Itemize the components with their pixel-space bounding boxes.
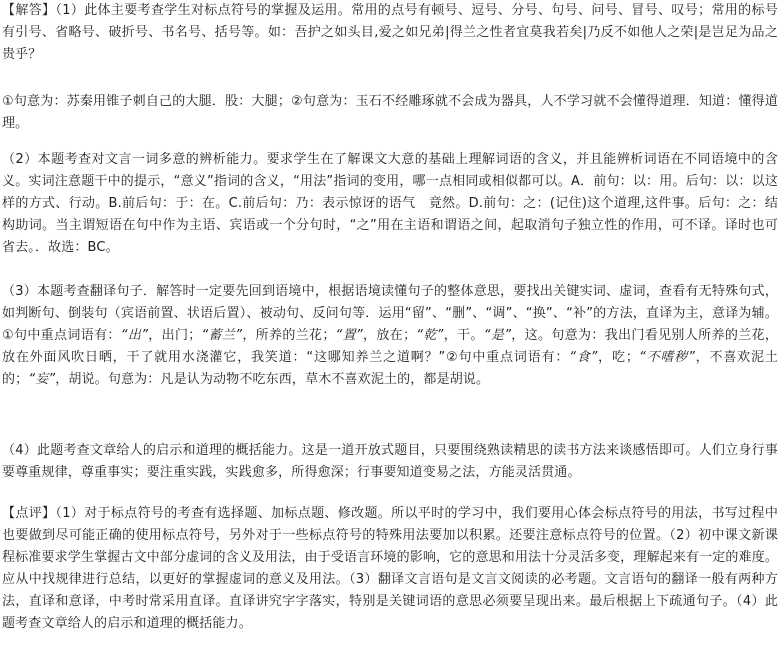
answer-part-1-text: （1）此体主要考查学生对标点符号的掌握及运用。常用的点号有顿号、逗号、分号、句号、问号、冒号、叹号；常用的标号有引号、省略号、破折号、书名号、括号等。如：吾护之如头目,爱之如兄弟|得兰之性者宜莫我若矣|乃反不如他人之荣|是岂足为品之贵乎？ xyxy=(2,3,778,62)
answer-paragraph-4 xyxy=(2,281,778,391)
answer-paragraph-2 xyxy=(2,91,778,135)
keyword-chu: “出” xyxy=(120,328,149,343)
answer-part-2-text: （2）本题考查对文言一词多意的辨析能力。要求学生在了解课文大意的基础上理解词语的含义，并且能辨析词语在不同语境中的含义。实词注意题干中的提示，“意义”指词的含义，“用法”指词的变用，哪一点相同或相似都可以。A．前句：以：用。后句：以：以这样的方式、行动。B.前后句：于：在。C.前后句：乃：表示惊讶的语气 竟然。D.前句：之：(记住)这个道理,这件事。后句：之：结构助词。当主谓短语在句中作为主语、宾语或一个分句时，“之”用在主语和谓语之间，起取消句子独立性的作用，可不译。译时也可省去。．故选：BC。 xyxy=(2,152,778,255)
keyword-bushihui: “不嗜秽” xyxy=(639,350,695,365)
keyword-wang: “妄” xyxy=(28,372,56,387)
answer-paragraph-3 xyxy=(2,149,778,259)
answer-part-3-seg-d: ，放在； xyxy=(362,328,417,343)
answer-paragraph-5 xyxy=(2,440,778,484)
comment-label: 【点评】 xyxy=(2,506,56,521)
answer-part-3-seg-f: ，这。句意为：我出门看见别人所养的兰花，放在外面风吹日晒，干了就用水浇灌它，我笑道：“这哪知养兰之道啊？”②句中重点词语有： xyxy=(2,328,778,365)
keyword-shi: “是” xyxy=(483,328,512,343)
answer-part-3-seg-h: ，不喜欢泥土的； xyxy=(2,350,778,387)
answer-part-3-seg-g: ，吃； xyxy=(597,350,640,365)
comment-paragraph xyxy=(2,503,778,635)
keyword-qian: “乾” xyxy=(416,328,444,343)
answer-label: 【解答】 xyxy=(2,3,56,18)
answer-part-4-text: （4）此题考查文章给人的启示和道理的概括能力。这是一道开放式题目，只要围绕熟读精思的读书方法来谈感悟即可。人们立身行事要尊重规律，尊重事实；要注重实践，实践愈多，所得愈深；行事要知道变易之法，方能灵活贯通。 xyxy=(2,443,778,480)
keyword-xulan: “蓄兰” xyxy=(201,328,243,343)
comment-text: （1）对于标点符号的考查有选择题、加标点题、修改题。所以平时的学习中，我们要用心体会标点符号的用法，书写过程中也要做到尽可能正确的使用标点符号，另外对于一些标点符号的特殊用法要加以积累。还要注意标点符号的位置。（2）初中课文新课程标准要求学生掌握古文中部分虚词的含义及用法，由于受语言环境的影响，它的意思和用法十分灵活多变，理解起来有一定的难度。应从中找规律进行总结，以更好的掌握虚词的意义及用法。（3）翻译文言语句是文言文阅读的必考题。文言语句的翻译一般有两种方法，直译和意译，中考时常采用直译。直译讲究字字落实，特别是关键词语的意思必须要呈现出来。最后根据上下疏通句子。（4）此题考查文章给人的启示和道理的概括能力。 xyxy=(2,506,778,631)
answer-part-3-seg-b: ，出门； xyxy=(148,328,202,343)
answer-part-3-seg-e: ，干。 xyxy=(443,328,484,343)
answer-paragraph-1 xyxy=(2,0,778,66)
keyword-zhi: “置” xyxy=(335,328,363,343)
answer-part-3-seg-c: ，所养的兰花； xyxy=(242,328,336,343)
answer-part-1-translation: ①句意为：苏秦用锥子刺自己的大腿．股：大腿；②句意为：玉石不经雕琢就不会成为器具，人不学习就不会懂得道理．知道：懂得道理。 xyxy=(2,94,778,131)
keyword-shi-eat: “食” xyxy=(569,350,598,365)
answer-part-3-intro: （3）本题考查翻译句子．解答时一定要先回到语境中，根据语境读懂句子的整体意思，要找出关键实词、虚词，查看有无特殊句式，如判断句、倒装句（宾语前置、状语后置）、被动句、反问句等．运用“留”、“删”、“调”、“换”、“补”的方法，直译为主，意译为辅。①句中重点词语有： xyxy=(2,284,778,343)
answer-part-3-seg-i: ，胡说。句意为：凡是认为动物不吃东西，草木不喜欢泥土的，都是胡说。 xyxy=(55,372,490,387)
